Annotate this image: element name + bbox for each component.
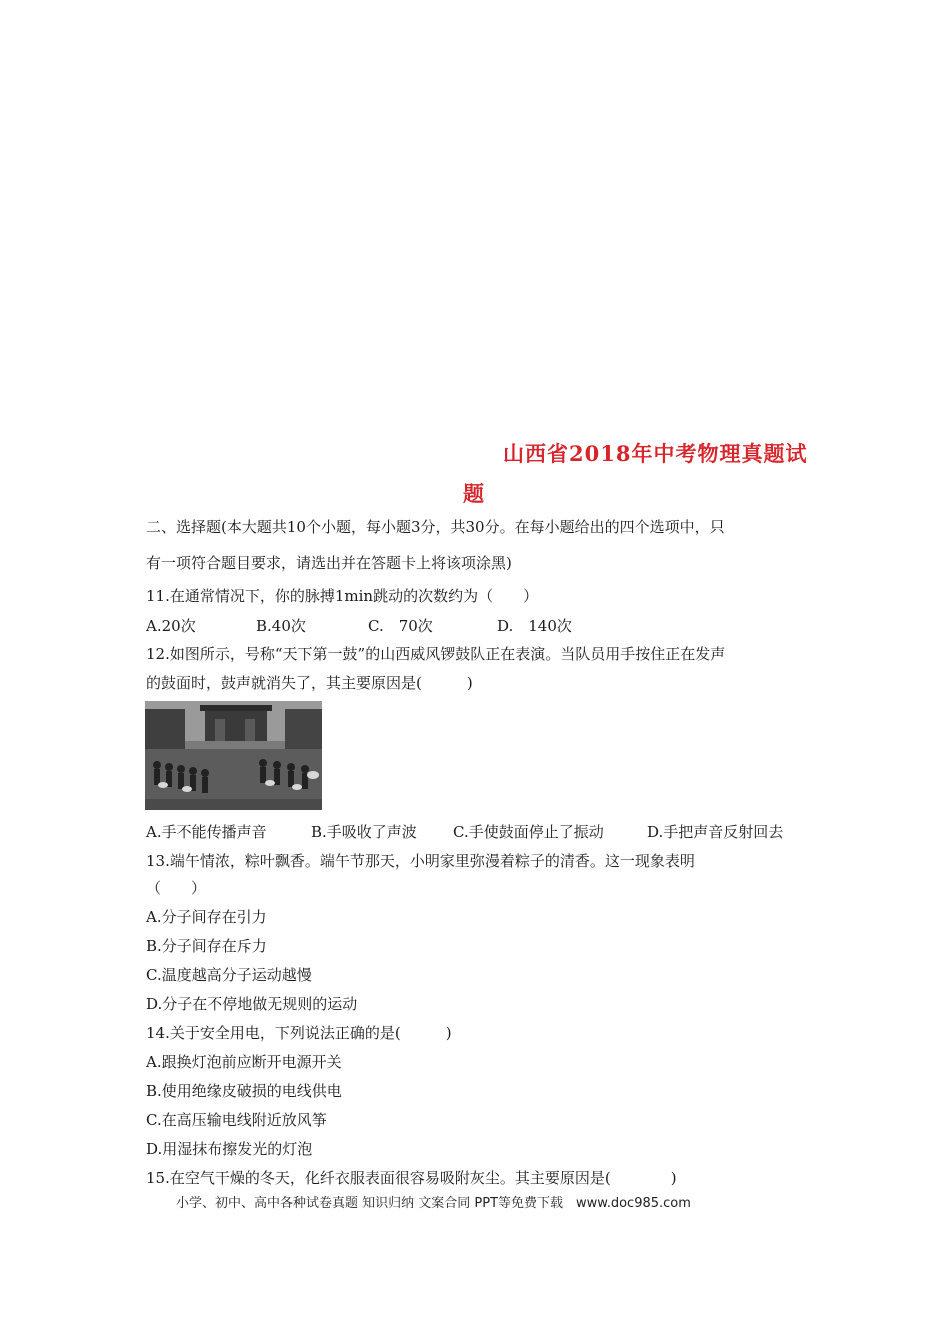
question-14-option-a: A.跟换灯泡前应断开电源开关 bbox=[146, 1053, 342, 1071]
question-12-stem-line1: 12.如图所示，号称“天下第一鼓”的山西威风锣鼓队正在表演。当队员用手按住正在发声 bbox=[146, 645, 726, 663]
question-11-option-b: B.40次 bbox=[256, 617, 306, 635]
section-instructions-line2: 有一项符合题目要求，请选出并在答题卡上将该项涂黑) bbox=[146, 554, 512, 572]
question-15-stem: 15.在空气干燥的冬天，化纤衣服表面很容易吸附灰尘。其主要原因是( ) bbox=[146, 1169, 677, 1187]
question-12-option-b: B.手吸收了声波 bbox=[311, 823, 417, 841]
section-instructions-line1: 二、选择题(本大题共10个小题，每小题3分，共30分。在每小题给出的四个选项中，只 bbox=[146, 518, 725, 536]
question-13-option-c: C.温度越高分子运动越慢 bbox=[146, 966, 312, 984]
question-12-option-a: A.手不能传播声音 bbox=[146, 823, 267, 841]
question-11-option-c: C. 70次 bbox=[368, 617, 433, 635]
question-11-option-d: D. 140次 bbox=[497, 617, 572, 635]
question-13-stem-line2: （ ） bbox=[146, 879, 207, 897]
page-title-line2: 题 bbox=[463, 481, 484, 506]
question-14-option-d: D.用湿抹布擦发光的灯泡 bbox=[146, 1140, 313, 1158]
question-12-stem-line2: 的鼓面时，鼓声就消失了，其主要原因是( ) bbox=[146, 674, 473, 692]
question-12-option-d: D.手把声音反射回去 bbox=[647, 823, 784, 841]
page-footer: 小学、初中、高中各种试卷真题 知识归纳 文案合同 PPT等免费下载 www.doc985.com bbox=[176, 1196, 691, 1211]
question-11-option-a: A.20次 bbox=[146, 617, 196, 635]
question-13-option-a: A.分子间存在引力 bbox=[146, 908, 267, 926]
question-11-stem: 11.在通常情况下，你的脉搏1min跳动的次数约为（ ） bbox=[146, 587, 539, 605]
question-13-stem-line1: 13.端午情浓，粽叶飘香。端午节那天，小明家里弥漫着粽子的清香。这一现象表明 bbox=[146, 852, 695, 870]
question-13-option-d: D.分子在不停地做无规则的运动 bbox=[146, 995, 358, 1013]
drum-performance-photo bbox=[145, 701, 322, 810]
question-12-option-c: C.手使鼓面停止了振动 bbox=[453, 823, 604, 841]
question-14-stem: 14.关于安全用电，下列说法正确的是( ) bbox=[146, 1024, 452, 1042]
page-title-line1: 山西省2018年中考物理真题试 bbox=[503, 441, 808, 466]
question-14-option-b: B.使用绝缘皮破损的电线供电 bbox=[146, 1082, 342, 1100]
question-14-option-c: C.在高压输电线附近放风筝 bbox=[146, 1111, 327, 1129]
question-13-option-b: B.分子间存在斥力 bbox=[146, 937, 267, 955]
